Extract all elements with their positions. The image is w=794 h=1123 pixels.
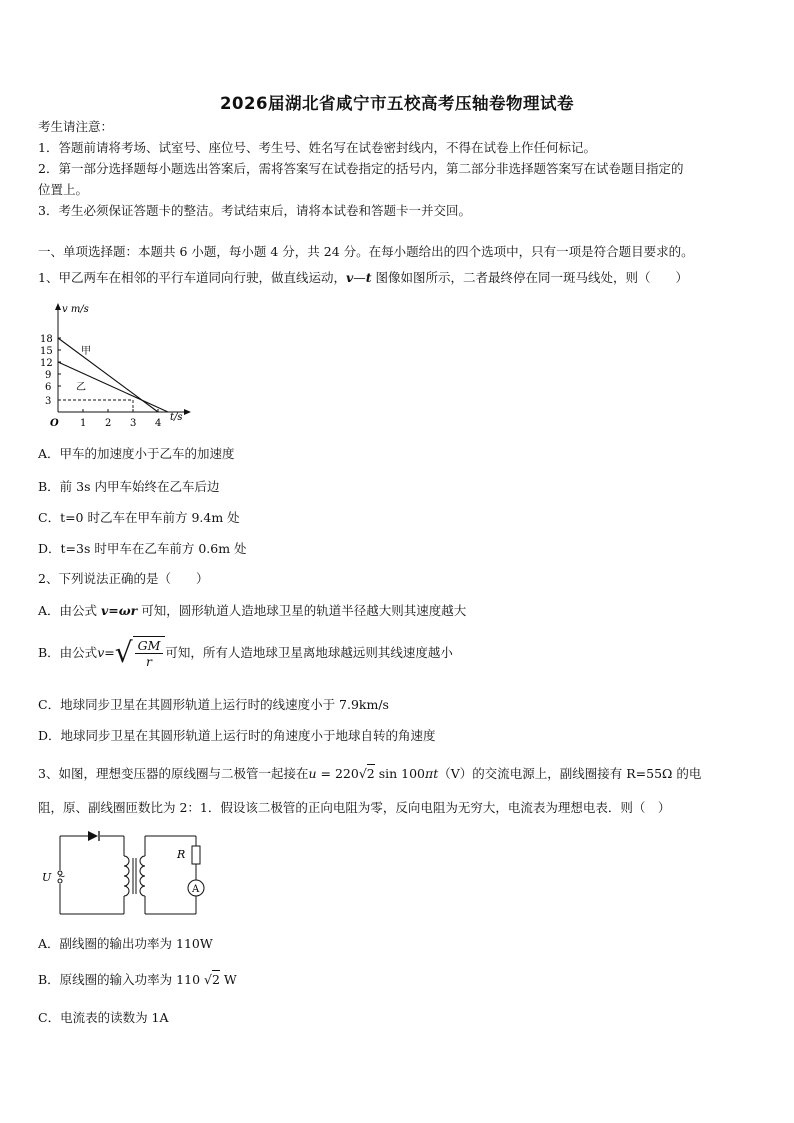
q1-stem-t: t bbox=[365, 270, 372, 285]
xtick-2: 2 bbox=[105, 418, 112, 429]
q2-option-c: C．地球同步卫星在其圆形轨道上运行时的线速度小于 7.9km/s bbox=[38, 697, 389, 712]
ytick-6: 6 bbox=[45, 382, 52, 393]
q1-stem-v: v bbox=[345, 270, 354, 285]
q3-formula-rad: 2 bbox=[366, 766, 375, 781]
ytick-15: 15 bbox=[40, 346, 53, 357]
secondary-coil bbox=[140, 856, 145, 896]
q2-stem: 2、下列说法正确的是（ ） bbox=[38, 571, 209, 586]
label-jia: 甲 bbox=[81, 346, 91, 357]
page-title: 2026届湖北省咸宁市五校高考压轴卷物理试卷 bbox=[220, 94, 574, 113]
q1-option-a: A．甲车的加速度小于乙车的加速度 bbox=[38, 446, 235, 461]
graph-xlabel: t/s bbox=[170, 412, 183, 423]
q3-option-a: A．副线圈的输出功率为 110W bbox=[38, 936, 213, 951]
q1-stem-a: 1、甲乙两车在相邻的平行车道同向行驶，做直线运动， bbox=[38, 270, 346, 285]
q2-optB-num: GM bbox=[135, 638, 164, 654]
q3-formula-eq: = 220 bbox=[316, 766, 359, 781]
q3-optB-post: W bbox=[219, 972, 237, 987]
q3-option-b bbox=[38, 972, 237, 988]
diode-symbol bbox=[88, 831, 98, 841]
circuit-label-u: U bbox=[42, 871, 52, 884]
primary-coil bbox=[124, 856, 129, 896]
notice-item-2-cont: 位置上。 bbox=[38, 182, 89, 197]
q3-line1-post: （V）的交流电源上，副线圈接有 R=55Ω 的电 bbox=[438, 766, 702, 781]
q2-optB-sqrt: √ $\frac{GM}{r}$ bbox=[115, 636, 166, 670]
q3-option-c: C．电流表的读数为 1A bbox=[38, 1010, 169, 1025]
q1-option-d: D．t=3s 时甲车在乙车前方 0.6m 处 bbox=[38, 541, 247, 556]
section-heading: 一、单项选择题：本题共 6 小题，每小题 4 分，共 24 分。在每小题给出的四个选项中，只有一项是符合题目要求的。 bbox=[38, 244, 694, 259]
q2-option-d: D．地球同步卫星在其圆形轨道上运行时的角速度小于地球自转的角速度 bbox=[38, 728, 436, 743]
q2-optA-post: 可知，圆形轨道人造地球卫星的轨道半径越大则其速度越大 bbox=[137, 603, 467, 618]
notice-item-2: 2．第一部分选择题每小题选出答案后，需将答案写在试卷指定的括号内，第二部分非选择题答案写在试卷题目指定的 bbox=[38, 161, 684, 176]
q1-stem-dash: — bbox=[353, 270, 366, 285]
circuit-label-r: R bbox=[177, 848, 186, 861]
q3-optB-pre: B．原线圈的输入功率为 110 bbox=[38, 972, 201, 987]
svg-text:~: ~ bbox=[58, 872, 66, 882]
q3-optB-rad: 2 bbox=[211, 972, 220, 987]
q2-optB-post: 可知，所有人造地球卫星离地球越远则其线速度越小 bbox=[165, 645, 453, 660]
q3-formula-sin: sin 100 bbox=[374, 766, 426, 781]
ytick-12: 12 bbox=[40, 358, 53, 369]
q3-formula-u: u bbox=[308, 766, 317, 781]
q2-optB-pre: B．由公式 bbox=[38, 645, 98, 660]
q2-option-a bbox=[38, 603, 466, 619]
q3-circuit bbox=[38, 828, 213, 923]
q1-stem-b: 图像如图所示，二者最终停在同一斑马线处，则（ ） bbox=[371, 270, 688, 285]
q1-option-b: B．前 3s 内甲车始终在乙车后边 bbox=[38, 479, 220, 494]
graph-ylabel: v m/s bbox=[62, 304, 89, 315]
q2-optB-v: v= bbox=[97, 645, 115, 660]
q1-option-c: C．t=0 时乙车在甲车前方 9.4m 处 bbox=[38, 510, 240, 525]
q1-stem bbox=[38, 270, 688, 286]
q1-vt-graph bbox=[36, 302, 196, 432]
ytick-9: 9 bbox=[45, 370, 52, 381]
xtick-o: O bbox=[50, 418, 59, 429]
series-yi-line bbox=[58, 362, 168, 412]
q3-line2: 阻，原、副线圈匝数比为 2：1．假设该二极管的正向电阻为零，反向电阻为无穷大，电流表为理想电表．则（ ） bbox=[38, 800, 671, 815]
q3-formula-sqrt: √2 bbox=[358, 766, 375, 781]
xtick-3: 3 bbox=[130, 418, 137, 429]
q3-line1-pre: 3、如图，理想变压器的原线圈与二极管一起接在 bbox=[38, 766, 309, 781]
q3-line1 bbox=[38, 766, 701, 782]
xtick-4: 4 bbox=[155, 418, 162, 429]
q2-optB-den: r bbox=[145, 654, 152, 669]
notice-item-3: 3．考生必须保证答题卡的整洁。考试结束后，请将本试卷和答题卡一并交回。 bbox=[38, 203, 471, 218]
notice-heading: 考生请注意： bbox=[38, 119, 114, 134]
notice-item-1: 1．答题前请将考场、试室号、座位号、考生号、姓名写在试卷密封线内，不得在试卷上作任何标记。 bbox=[38, 140, 596, 155]
q2-optA-formula: v=ωr bbox=[101, 603, 138, 618]
xtick-1: 1 bbox=[80, 418, 87, 429]
q3-optB-sqrt: √2 bbox=[204, 972, 220, 987]
q2-optA-pre: A．由公式 bbox=[38, 603, 102, 618]
ytick-3: 3 bbox=[45, 396, 52, 407]
q2-option-b bbox=[38, 636, 453, 670]
circuit-label-a: A bbox=[192, 884, 200, 895]
resistor-r bbox=[192, 846, 200, 864]
q3-formula-pit: πt bbox=[425, 766, 439, 781]
ytick-18: 18 bbox=[40, 334, 53, 345]
label-yi: 乙 bbox=[76, 382, 86, 393]
